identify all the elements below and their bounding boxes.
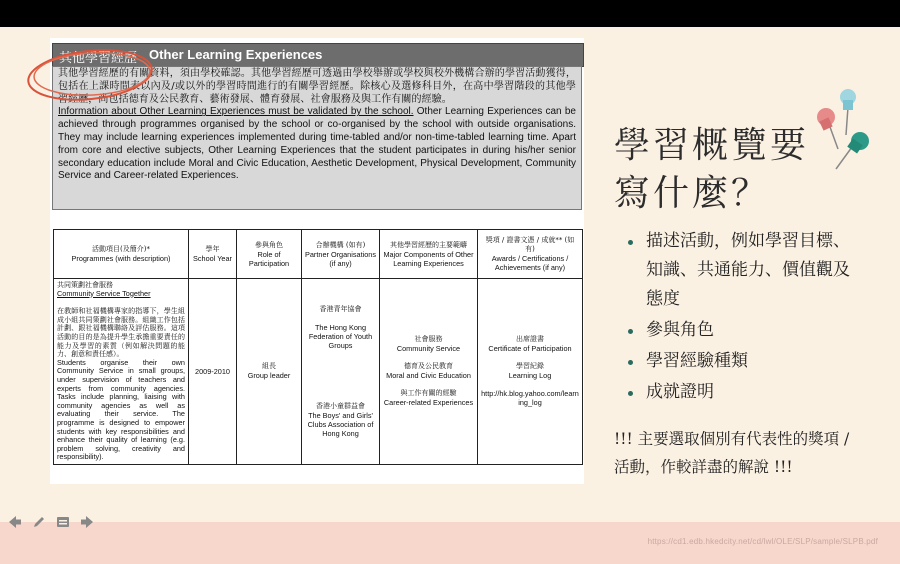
bullet-item: 成就證明	[626, 378, 856, 407]
paragraph-en-rest: Other Learning Experiences can be achieved through programmes organised by the school or co-organised by the school with outside organisations. They may include learning experiences implemented during time-tabled and/or non-time-tabled learning time. Apart from core and elective subjects, Other Learning Experiences that the student participates in during his/her senior secondary education include Moral and Civic Education, Aesthetic Development, Physical Development, Community Service and Career-related Experiences.	[58, 106, 576, 182]
table-header-row	[54, 230, 583, 279]
col-header-year: 學年 School Year	[189, 230, 237, 279]
arrow-right-icon[interactable]	[78, 513, 96, 531]
menu-icon[interactable]	[54, 513, 72, 531]
document-header	[52, 43, 584, 67]
paragraph-en	[58, 106, 576, 183]
slide-title	[614, 122, 809, 218]
bullet-item: 學習經驗種類	[626, 347, 856, 376]
presentation-toolbar	[6, 513, 96, 531]
ole-table	[53, 229, 583, 465]
components-cell: 社會服務 Community Service 德育及公民教育 Moral and Civic Education 與工作有關的經驗 Career-related Experiences	[380, 279, 478, 465]
pushpins-decoration	[806, 87, 876, 177]
programme-cell: 共同策劃社會服務 Community Service Together 在教師和社福機構專家的指導下，學生組成小組共同策劃社會服務。組織工作包括計劃、跟社福機構聯絡及評估服務。這項活動的目的是為提升學生承擔重要責任的能力及學習的素質（例如解決問題的能力、創意和責任感）。 Students organise their own Community Service in small groups, under supervision of teachers and experts from community agencies. Tasks include planning, liaising with community agencies as well as evaluating their service. The programme is designed to empower students with key responsibilities and enhance their quality of learning (e.g. problem solving, creativity and responsibility).	[54, 279, 189, 465]
paragraph-zh: 其他學習經歷的有關資料，須由學校確認。其他學習經歷可透過由學校舉辦或學校與校外機構合辦的學習活動獲得，包括在上課時間表以內及/或以外的學習時間進行的有關學習經歷。除核心及選修科目外，在高中學習階段的其他學習經歷，尚包括德育及公民教育、藝術發展、體育發展、社會服務及與工作有關的經驗。	[58, 68, 576, 105]
bullet-item: 描述活動，例如學習目標、知識、共通能力、價值觀及態度	[626, 227, 856, 314]
bullet-list	[626, 227, 856, 409]
partner-cell: 香港青年協會 The Hong Kong Federation of Youth Groups 香港小童群益會 The Boys' and Girls' Clubs Association of Hong Kong	[302, 279, 380, 465]
document-excerpt	[50, 38, 584, 484]
arrow-left-icon[interactable]	[6, 513, 24, 531]
paragraph-en-underlined: Information about Other Learning Experiences must be validated by the school.	[58, 106, 414, 118]
bullet-item: 參與角色	[626, 316, 856, 345]
col-header-components: 其他學習經歷的主要範疇 Major Components of Other Learning Experiences	[380, 230, 478, 279]
role-cell: 組長 Group leader	[237, 279, 302, 465]
col-header-programme: 活動項目(及簡介)* Programmes (with description)	[54, 230, 189, 279]
info-paragraph-box	[52, 66, 582, 210]
pen-icon[interactable]	[30, 513, 48, 531]
year-cell: 2009-2010	[189, 279, 237, 465]
awards-cell: 出席證書 Certificate of Participation 學習紀錄 Learning Log http://hk.blog.yahoo.com/learning_log	[478, 279, 583, 465]
emphasis-note: !!! 主要選取個別有代表性的獎項 / 活動，作較詳盡的解說 !!!	[614, 430, 850, 476]
col-header-partner: 合辦機構 (如有) Partner Organisations (if any)	[302, 230, 380, 279]
col-header-role: 參與角色 Role of Participation	[237, 230, 302, 279]
header-zh: 其他學習經歷	[59, 51, 138, 66]
source-url: https://cd1.edb.hkedcity.net/cd/lwl/OLE/SLP/sample/SLPB.pdf	[647, 537, 878, 546]
col-header-awards: 獎項 / 證書文憑 / 成就** (如有) Awards / Certifications / Achievements (if any)	[478, 230, 583, 279]
slide-title-line-2: 寫什麼？	[614, 173, 771, 214]
table-row	[54, 279, 583, 465]
slide-title-line-1: 學習概覽要	[614, 125, 810, 166]
header-en: Other Learning Experiences	[149, 47, 323, 62]
